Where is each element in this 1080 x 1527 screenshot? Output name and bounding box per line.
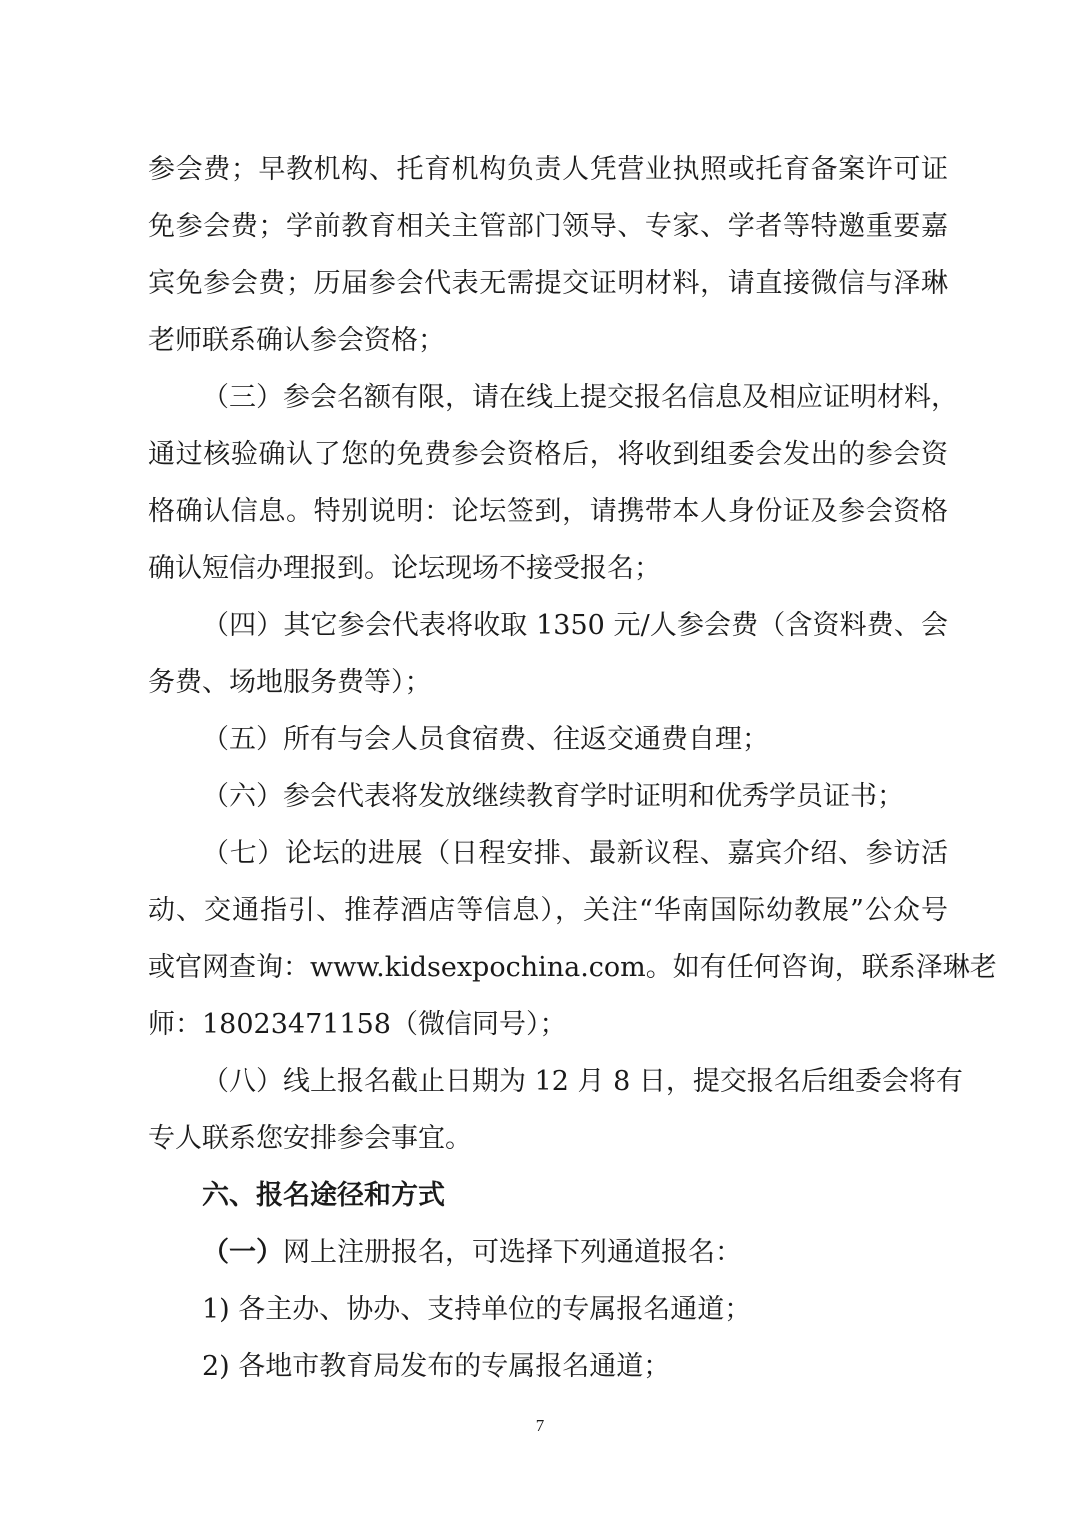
paragraph-line: 宾免参会费；历届参会代表无需提交证明材料，请直接微信与泽琳 [148, 268, 948, 299]
paragraph-line: 格确认信息。特别说明：论坛签到，请携带本人身份证及参会资格 [148, 496, 948, 527]
paragraph-line: （六）参会代表将发放继续教育学时证明和优秀学员证书； [202, 781, 904, 812]
paragraph-line: 务费、场地服务费等）； [148, 667, 432, 698]
paragraph-line: （三）参会名额有限，请在线上提交报名信息及相应证明材料， [202, 382, 958, 413]
paragraph-line: （四）其它参会代表将收取 1350 元/人参会费（含资料费、会 [202, 610, 948, 641]
section-heading: 六、报名途径和方式 [202, 1180, 445, 1211]
paragraph-line: 参会费；早教机构、托育机构负责人凭营业执照或托育备案许可证 [148, 154, 948, 185]
sub-heading [202, 1233, 948, 1273]
page-number: 7 [535, 1416, 545, 1435]
paragraph-line: 免参会费；学前教育相关主管部门领导、专家、学者等特邀重要嘉 [148, 211, 948, 242]
paragraph-line: （五）所有与会人员食宿费、往返交通费自理； [202, 724, 769, 755]
paragraph-line: （八）线上报名截止日期为 12 月 8 日，提交报名后组委会将有 [202, 1066, 963, 1097]
sub-heading-text: 网上注册报名，可选择下列通道报名： [283, 1237, 742, 1268]
paragraph-line: 动、交通指引、推荐酒店等信息），关注“华南国际幼教展”公众号 [148, 895, 948, 926]
paragraph-line: 确认短信办理报到。论坛现场不接受报名； [148, 553, 661, 584]
paragraph-line: 老师联系确认参会资格； [148, 325, 445, 356]
paragraph-line: （七）论坛的进展（日程安排、最新议程、嘉宾介绍、参访活 [202, 838, 948, 869]
list-item: 2) 各地市教育局发布的专属报名通道； [202, 1351, 671, 1382]
paragraph-line: 专人联系您安排参会事宜。 [148, 1123, 472, 1154]
sub-heading-number: （一） [202, 1237, 283, 1268]
paragraph-line: 通过核验确认了您的免费参会资格后，将收到组委会发出的参会资 [148, 439, 948, 470]
paragraph-line: 或官网查询：www.kidsexpochina.com。如有任何咨询，联系泽琳老 [148, 952, 997, 983]
list-item: 1) 各主办、协办、支持单位的专属报名通道； [202, 1294, 752, 1325]
paragraph-line: 师：18023471158（微信同号）； [148, 1009, 567, 1040]
